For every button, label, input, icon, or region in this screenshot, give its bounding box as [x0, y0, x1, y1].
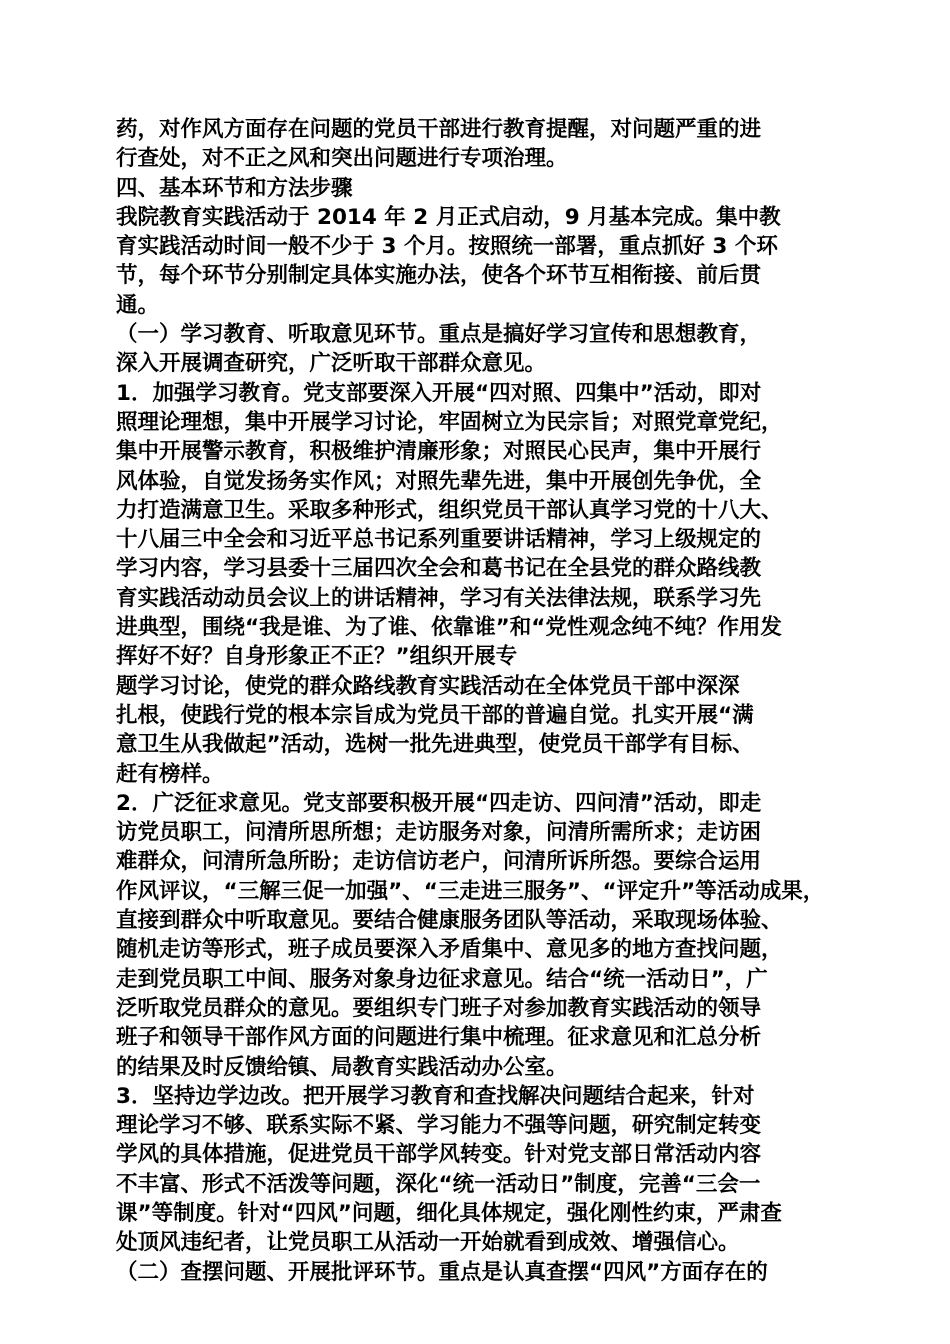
text-line: 不丰富、形式不活泼等问题，深化“统一活动日”制度，完善“三会一: [116, 1171, 761, 1197]
text-line: 学风的具体措施，促进党员干部学风转变。针对党支部日常活动内容: [116, 1142, 762, 1168]
text-line: 通。: [116, 292, 160, 318]
text-line: 行查处，对不正之风和突出问题进行专项治理。: [116, 146, 568, 172]
text-line: 访党员职工，问清所思所想；走访服务对象，问清所需所求；走访困: [116, 820, 762, 846]
text-line: 作风评议，“三解三促一加强”、“三走进三服务”、“评定升”等活动成果，: [116, 878, 825, 904]
text-line: 四、基本环节和方法步骤: [116, 175, 353, 201]
text-line: 照理论理想，集中开展学习讨论，牢固树立为民宗旨；对照党章党纪，: [116, 409, 783, 435]
text-line: 药，对作风方面存在问题的党员干部进行教育提醒，对问题严重的进: [116, 117, 762, 142]
text-line: 扎根，使践行党的根本宗旨成为党员干部的普遍自觉。扎实开展“满: [116, 702, 754, 728]
text-line: 十八届三中全会和习近平总书记系列重要讲话精神，学习上级规定的: [116, 527, 762, 553]
text-line: 集中开展警示教育，积极维护清廉形象；对照民心民声，集中开展行: [116, 439, 762, 465]
text-line: 节，每个环节分别制定具体实施办法，使各个环节互相衔接、前后贯: [116, 263, 762, 289]
text-line: 随机走访等形式，班子成员要深入矛盾集中、意见多的地方查找问题，: [116, 937, 783, 963]
text-line: 风体验，自觉发扬务实作风；对照先辈先进，集中开展创先争优，全: [116, 468, 762, 494]
text-line: 2．广泛征求意见。党支部要积极开展“四走访、四问清”活动，即走: [116, 790, 762, 816]
text-line: 处顶风违纪者，让党员职工从活动一开始就看到成效、增强信心。: [116, 1230, 740, 1256]
text-line: 意卫生从我做起”活动，选树一批先进典型，使党员干部学有目标、: [116, 732, 754, 758]
text-line: （二）查摆问题、开展批评环节。重点是认真查摆“四风”方面存在的: [116, 1259, 768, 1285]
text-line: 理论学习不够、联系实际不紧、学习能力不强等问题，研究制定转变: [116, 1113, 762, 1139]
text-line: 育实践活动时间一般不少于 3 个月。按照统一部署，重点抓好 3 个环: [116, 234, 778, 260]
text-line: 学习内容，学习县委十三届四次全会和葛书记在全县党的群众路线教: [116, 556, 762, 582]
text-line: 的结果及时反馈给镇、局教育实践活动办公室。: [116, 1054, 568, 1080]
text-line: 课”等制度。针对“四风”问题，细化具体规定，强化刚性约束，严肃查: [116, 1200, 782, 1226]
text-line: 1．加强学习教育。党支部要深入开展“四对照、四集中”活动，即对: [116, 380, 762, 406]
text-line: 班子和领导干部作风方面的问题进行集中梳理。征求意见和汇总分析: [116, 1025, 762, 1051]
text-line: 深入开展调查研究，广泛听取干部群众意见。: [116, 351, 547, 377]
text-line: 题学习讨论，使党的群众路线教育实践活动在全体党员干部中深深: [116, 673, 740, 699]
text-line: 赶有榜样。: [116, 761, 224, 787]
text-line: 力打造满意卫生。采取多种形式，组织党员干部认真学习党的十八大、: [116, 497, 783, 523]
text-line: 育实践活动动员会议上的讲话精神，学习有关法律法规，联系学习先: [116, 585, 762, 611]
text-line: 难群众，问清所急所盼；走访信访老户，问清所诉所怨。要综合运用: [116, 849, 762, 875]
text-line: 我院教育实践活动于 2014 年 2 月正式启动，9 月基本完成。集中教: [116, 204, 781, 230]
text-line: 直接到群众中听取意见。要结合健康服务团队等活动，采取现场体验、: [116, 908, 783, 934]
text-line: 3．坚持边学边改。把开展学习教育和查找解决问题结合起来，针对: [116, 1083, 755, 1109]
document-body: [116, 115, 846, 1287]
text-line: 走到党员职工中间、服务对象身边征求意见。结合“统一活动日”，广: [116, 966, 768, 992]
text-line: 泛听取党员群众的意见。要组织专门班子对参加教育实践活动的领导: [116, 995, 762, 1021]
text-line: 进典型，围绕“我是谁、为了谁、依靠谁”和“党性观念纯不纯？作用发: [116, 615, 782, 641]
text-line: （一）学习教育、听取意见环节。重点是搞好学习宣传和思想教育，: [116, 322, 762, 348]
text-line: 挥好不好？自身形象正不正？”组织开展专: [116, 644, 518, 670]
